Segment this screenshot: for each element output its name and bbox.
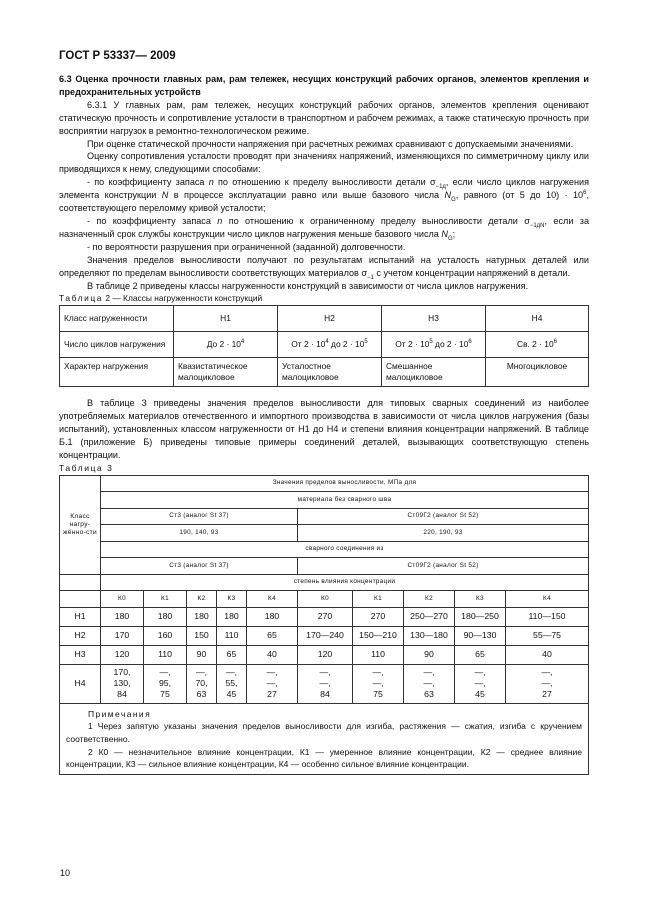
table-cell: К1	[144, 591, 187, 608]
table-cell: Н4	[486, 306, 589, 332]
table-cell: 170—240	[298, 626, 353, 645]
table-row	[60, 558, 589, 575]
table-row	[60, 525, 589, 542]
table-cell: —, —, 27	[247, 664, 298, 703]
table-cell: Квазистатическое малоцикловое	[174, 358, 278, 387]
section-title: 6.3 Оценка прочности главных рам, рам тележек, несущих конструкций рабочих органов, элементов крепления и предохранительных устройств	[59, 74, 589, 97]
table-row	[60, 626, 589, 645]
table-cell: К4	[247, 591, 298, 608]
table-cell: —, —, 84	[298, 664, 353, 703]
table-cell: Н3	[382, 306, 486, 332]
table-cell: 130—180	[404, 626, 455, 645]
table-cell: 170, 130, 84	[101, 664, 144, 703]
table-row	[60, 332, 589, 358]
table-cell: 110	[217, 626, 247, 645]
table-cell: Н3	[60, 645, 101, 664]
table-cell: От $2 \cdot 10^5$ до $2 \cdot 10^6$	[382, 332, 486, 358]
table-cell: Характер нагружения	[60, 358, 174, 387]
note-2: 2 К0 — незначительное влияние концентрации, К1 — умеренное влияние концентрации, К2 — среднее влияние концентрации, К3 — сильное влияние концентрации, К4 — особенно сильное влияние концентрации.	[66, 746, 582, 770]
table-cell: К1	[353, 591, 404, 608]
table-cell: К0	[298, 591, 353, 608]
table-cell: 150	[187, 626, 217, 645]
table-cell: 40	[506, 645, 589, 664]
paragraph-fatigue: Оценку сопротивления усталости проводят при значениях напряжений, изменяющихся по симметричному циклу или приводящихся к нему, следующими способами:	[59, 151, 589, 175]
table-cell: 120	[298, 645, 353, 664]
table-cell	[60, 591, 101, 608]
bullet-failure-probability: - по вероятности разрушения при ограниченной (заданной) долговечности.	[87, 241, 406, 252]
table-cell: Смешанное малоцикловое	[382, 358, 486, 387]
table2-caption: Таблица 2 — Классы нагруженности конструкций	[59, 293, 263, 304]
table-cell: —, 95, 75	[144, 664, 187, 703]
table-cell: 220, 190, 93	[298, 525, 589, 542]
table-cell: До $2 \cdot 10^4$	[174, 332, 278, 358]
table-cell: 180	[187, 607, 217, 626]
table-cell: 160	[144, 626, 187, 645]
paragraph-table2-reference: В таблице 2 приведены классы нагруженности конструкций в зависимости от числа циклов нагружения.	[87, 280, 529, 291]
table-cell: Усталостное малоцикловое	[278, 358, 382, 387]
table-cell: 65	[247, 626, 298, 645]
bullet-safety-factor-limited: - по коэффициенту запаса n по отношению к ограниченному пределу выносливости детали $\sigma_{-1дN}$, если за назначенный срок службы конструкции число циклов нагружения меньше базового числа $N_G$;	[59, 215, 589, 242]
table-cell: Значения пределов выносливости, МПа для	[101, 475, 589, 492]
table-cell: К4	[506, 591, 589, 608]
table-row	[60, 306, 589, 332]
table-endurance-limits	[59, 475, 589, 775]
class-header-cell: Класс нагру-жённо-сти	[60, 475, 101, 574]
document-header: ГОСТ Р 53337— 2009	[59, 50, 176, 62]
table-load-classes	[59, 305, 589, 387]
table-row	[60, 475, 589, 492]
page-number: 10	[60, 868, 71, 878]
table-cell: Ст3 (аналог St 37)	[101, 508, 298, 525]
table-cell: 40	[247, 645, 298, 664]
table-cell: 180—250	[455, 607, 506, 626]
table-cell: 65	[217, 645, 247, 664]
table-row	[60, 574, 589, 591]
table-row	[60, 492, 589, 509]
table-cell: 55—75	[506, 626, 589, 645]
table-cell: Класс нагруженности	[60, 306, 174, 332]
table-cell: 270	[298, 607, 353, 626]
table-cell: —, —, 45	[455, 664, 506, 703]
table-cell: 110	[144, 645, 187, 664]
note-1: 1 Через запятую указаны значения пределов выносливости для изгиба, растяжения — сжатия, изгиба с кручением соответственно.	[66, 721, 582, 744]
table-cell: —, —, 27	[506, 664, 589, 703]
table-cell: 180	[144, 607, 187, 626]
table-cell: 180	[217, 607, 247, 626]
table-cell: 110	[353, 645, 404, 664]
table-cell: 120	[101, 645, 144, 664]
table-cell: К2	[187, 591, 217, 608]
table-cell: 150—210	[353, 626, 404, 645]
table-cell: сварного соединения из	[101, 541, 589, 558]
table-cell: 170	[101, 626, 144, 645]
table-cell: Ст3 (аналог St 37)	[101, 558, 298, 575]
table-row	[60, 645, 589, 664]
table-cell: 180	[247, 607, 298, 626]
table-cell: 90	[187, 645, 217, 664]
table-cell: К3	[455, 591, 506, 608]
table-cell: К0	[101, 591, 144, 608]
table-cell: —, 55, 45	[217, 664, 247, 703]
table-cell: Многоцикловое	[486, 358, 589, 387]
table-cell: Н4	[60, 664, 101, 703]
table3-caption: Таблица 3	[59, 462, 114, 473]
table-cell: Н1	[174, 306, 278, 332]
table-row	[60, 508, 589, 525]
table-cell: 270	[353, 607, 404, 626]
table-cell: Н1	[60, 607, 101, 626]
table-notes	[60, 703, 589, 774]
table-cell: От $2 \cdot 10^4$ до $2 \cdot 10^5$	[278, 332, 382, 358]
table-row	[60, 664, 589, 703]
paragraph-static-strength: При оценке статической прочности напряжения при расчетных режимах сравнивают с допускаемыми значениями.	[87, 138, 574, 149]
table-cell	[60, 574, 101, 591]
table-cell: Ст09Г2 (аналог St 52)	[298, 508, 589, 525]
table-row	[60, 591, 589, 608]
table-cell: К3	[217, 591, 247, 608]
table-row	[60, 703, 589, 774]
paragraph-table3-reference: В таблице 3 приведены значения пределов выносливости для типовых сварных соединений из наиболее употребляемых материалов отечественного и импортного производства в зависимости от числа циклов нагружения (базы испытаний), установленных классом нагруженности от Н1 до Н4 и степени влияния концентрации напряжений. В таблице Б.1 (приложение Б) приведены типовые примеры соединений деталей, вызывающих соответствующую степень концентрации.	[59, 398, 589, 460]
table-cell: 180	[101, 607, 144, 626]
table-cell: Ст09Г2 (аналог St 52)	[298, 558, 589, 575]
paragraph-endurance-limits: Значения пределов выносливости получают по результатам испытаний на усталость натурных деталей или определяют по пределам выносливости соответствующих материалов $\sigma_{-1}$ с учетом концентрации напряжений в детали.	[59, 254, 589, 281]
notes-title: Примечания	[88, 708, 152, 719]
table-cell: —, —, 75	[353, 664, 404, 703]
table-cell: К2	[404, 591, 455, 608]
table-cell: —, —, 63	[404, 664, 455, 703]
table-cell: 65	[455, 645, 506, 664]
table-cell: материала без сварного шва	[101, 492, 589, 509]
table-cell: Число циклов нагружения	[60, 332, 174, 358]
table-cell: 90	[404, 645, 455, 664]
bullet-safety-factor-endurance: - по коэффициенту запаса n по отношению к пределу выносливости детали $\sigma_{-1д}$, если число циклов нагружения элемента конструкции N в процессе эксплуатации равно или выше базового числа $N_G$, равного (от 5 до $10) \cdot 10^6$, соответствующего переломму кривой усталости;	[59, 177, 589, 214]
page-content	[59, 72, 589, 775]
table-cell: степень влияния концентрации	[101, 574, 589, 591]
table-row	[60, 358, 589, 387]
table-cell: 250—270	[404, 607, 455, 626]
table-cell: 110—150	[506, 607, 589, 626]
table-cell: Н2	[278, 306, 382, 332]
table-row	[60, 541, 589, 558]
table-cell: 90—130	[455, 626, 506, 645]
table-cell: —, 70, 63	[187, 664, 217, 703]
paragraph-6-3-1: 6.3.1 У главных рам, рам тележек, несущих конструкций рабочих органов, элементов крепления оценивают статическую прочность и сопротивление усталости в транспортном и рабочем режимах, а также статическую прочность при восприятии нагрузок в ремонтно-технологическом режиме.	[59, 99, 589, 136]
table-cell: Св. $2 \cdot 10^6$	[486, 332, 589, 358]
table-row	[60, 607, 589, 626]
table-cell: Н2	[60, 626, 101, 645]
table-cell: 190, 140, 93	[101, 525, 298, 542]
